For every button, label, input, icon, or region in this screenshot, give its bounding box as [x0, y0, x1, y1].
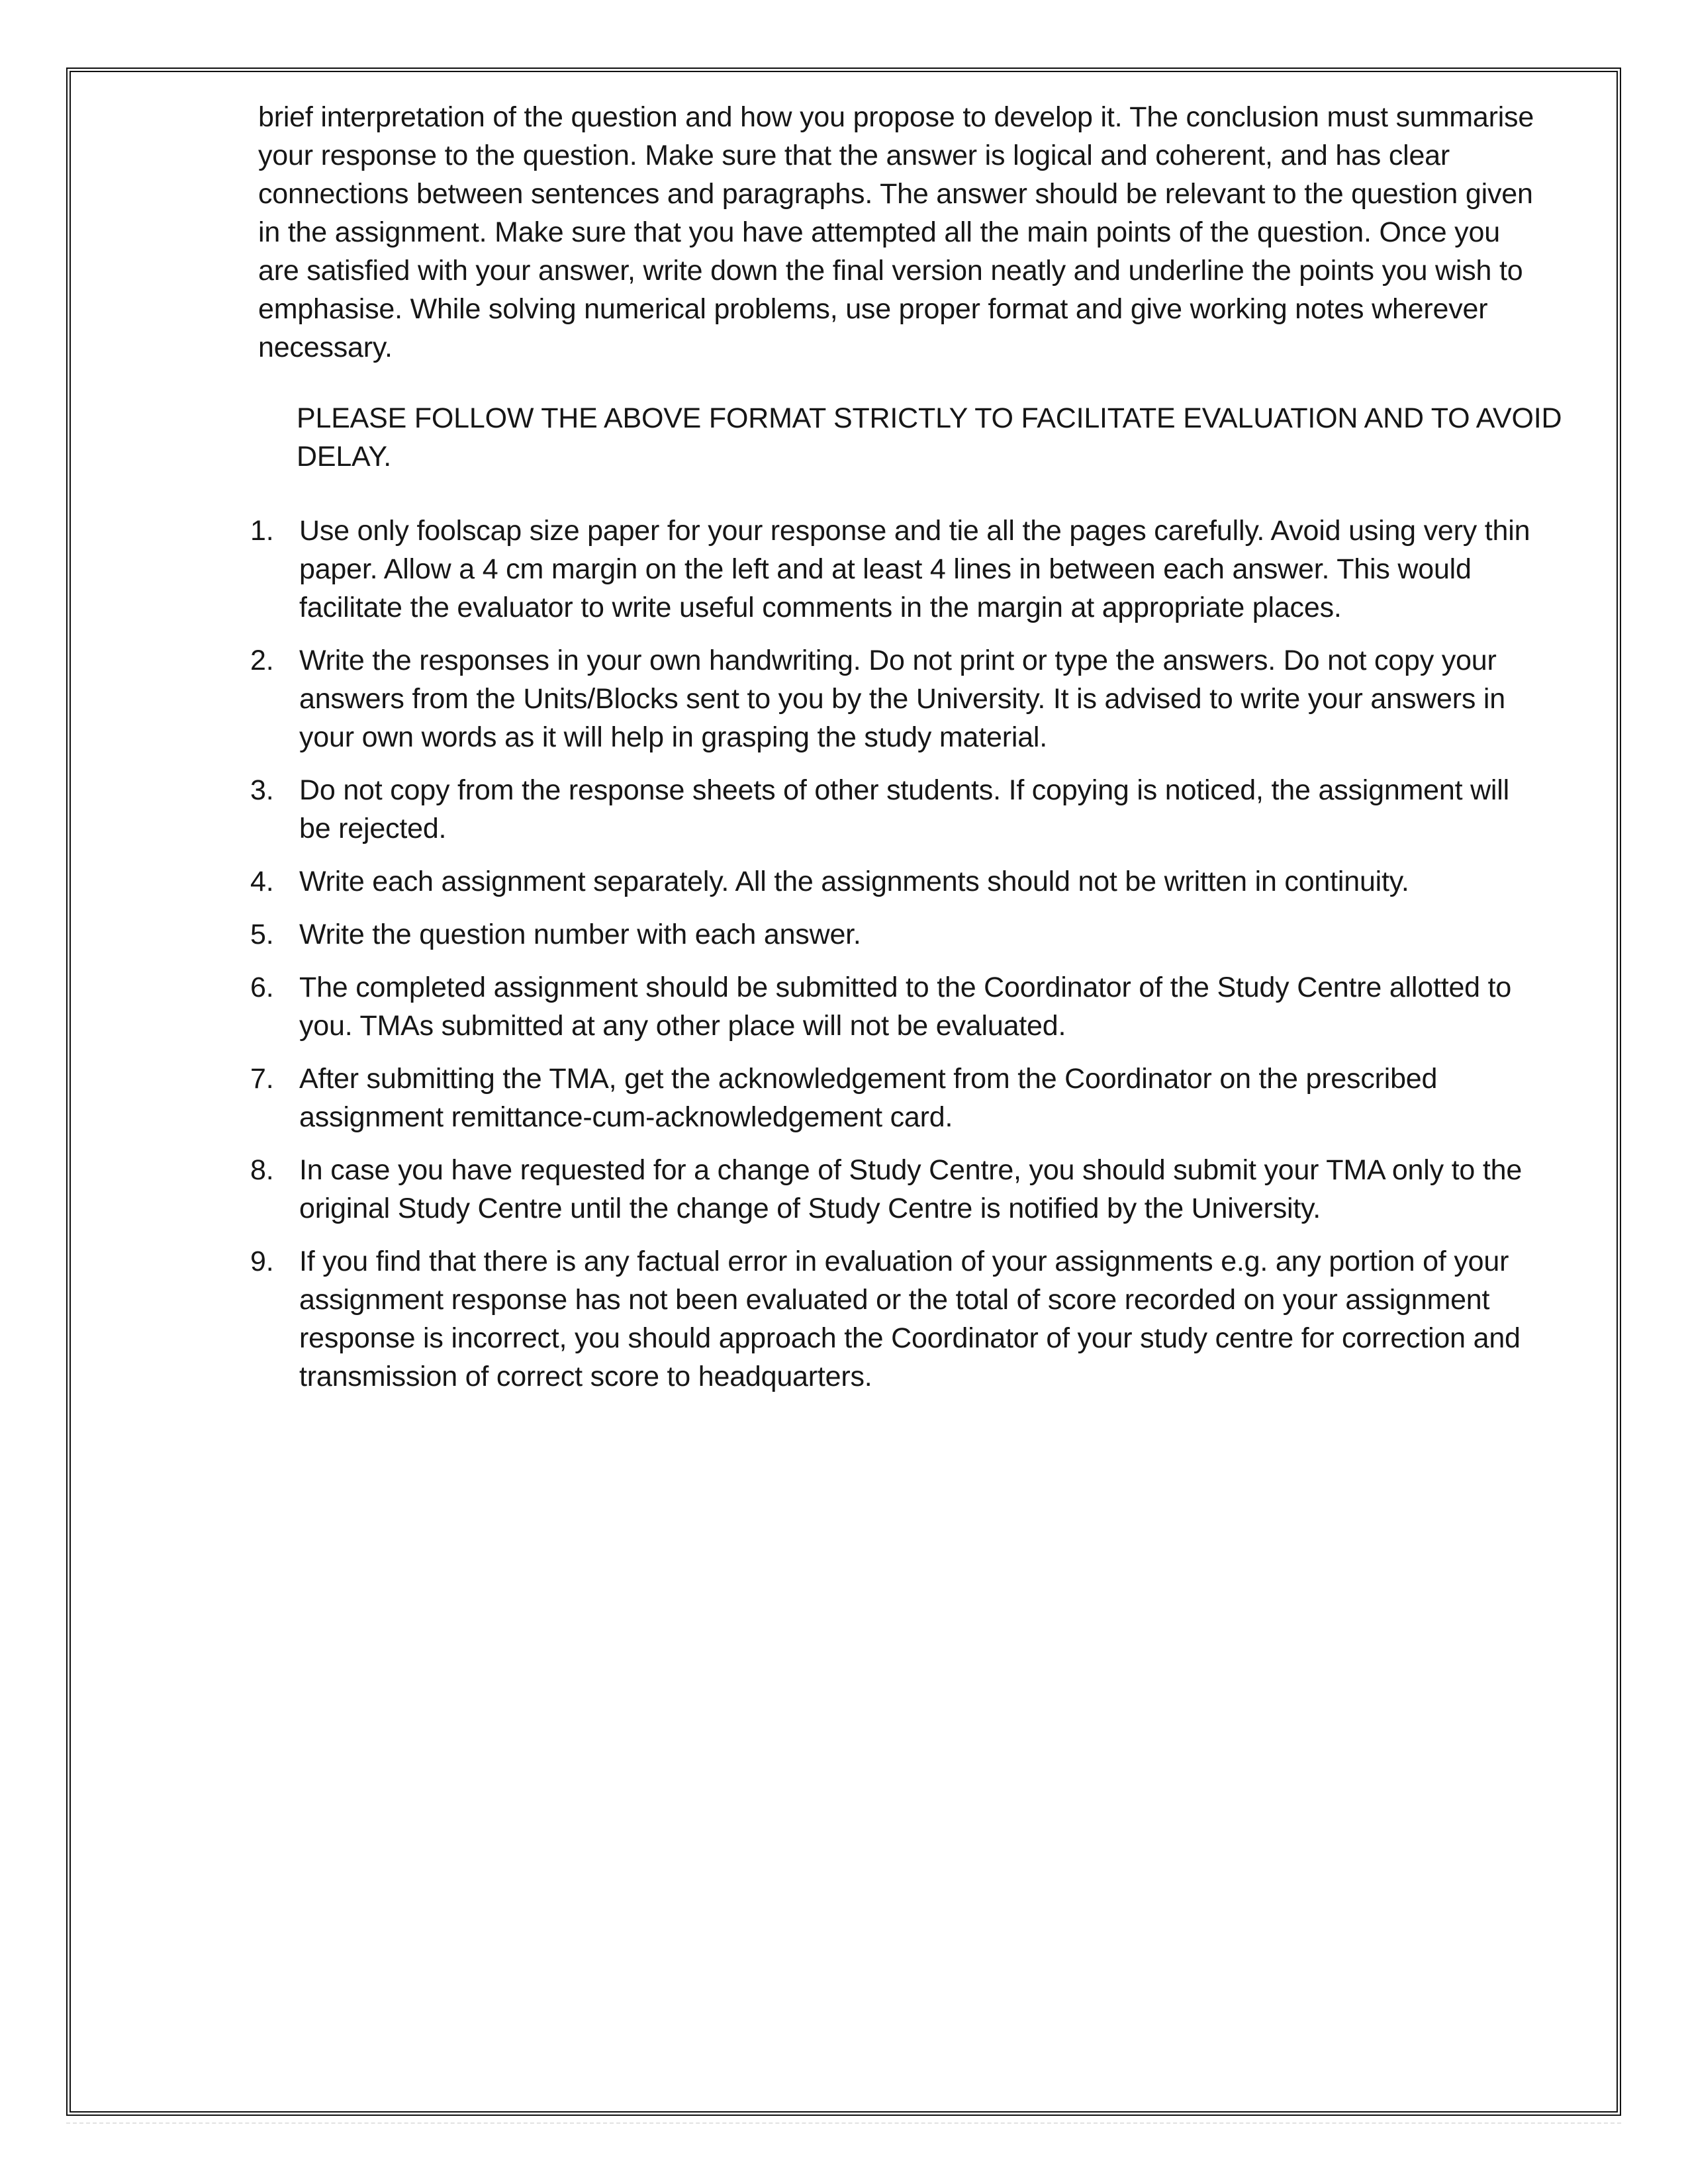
instruction-number: 4. [250, 866, 274, 897]
instruction-item-4 [250, 862, 1559, 901]
text-boundary-line [66, 2122, 1621, 2124]
instruction-number: 5. [250, 919, 274, 950]
instruction-text: Write the responses in your own handwriting. Do not print or type the answers. Do not copy your answers from the Units/Blocks sent to you by the University. It is advised to write your answers in your own words as it will help in grasping the study material. [299, 645, 1505, 753]
instruction-number: 9. [250, 1246, 274, 1277]
instruction-item-2 [250, 641, 1559, 756]
instruction-item-3 [250, 771, 1559, 848]
instruction-text: Do not copy from the response sheets of other students. If copying is noticed, the assignment will be rejected. [299, 774, 1509, 844]
instruction-item-1 [250, 512, 1559, 627]
instruction-item-5 [250, 915, 1559, 954]
instruction-text: Write the question number with each answer. [299, 919, 861, 950]
instruction-item-9 [250, 1242, 1559, 1396]
instruction-number: 1. [250, 515, 274, 547]
instruction-number: 2. [250, 645, 274, 676]
instruction-text: The completed assignment should be submitted to the Coordinator of the Study Centre allotted to you. TMAs submitted at any other place will not be evaluated. [299, 972, 1512, 1042]
instruction-text: Use only foolscap size paper for your response and tie all the pages carefully. Avoid using very thin paper. Allow a 4 cm margin on the left and at least 4 lines in between each answer. This would facilitate the evaluator to write useful comments in the margin at appropriate places. [299, 515, 1530, 623]
instruction-item-8 [250, 1151, 1559, 1228]
instruction-text: If you find that there is any factual error in evaluation of your assignments e.g. any portion of your assignment response has not been evaluated or the total of score recorded on your assignment response is incorrect, you should approach the Coordinator of your study centre for correction and transmission of correct score to headquarters. [299, 1246, 1521, 1392]
instruction-number: 6. [250, 972, 274, 1003]
instruction-number: 7. [250, 1063, 274, 1095]
instructions-list [250, 512, 1559, 1396]
intro-paragraph: brief interpretation of the question and how you propose to develop it. The conclusion must summarise your response to the question. Make sure that the answer is logical and coherent, and has clear connections between sentences and paragraphs. The answer should be relevant to the question given in the assignment. Make sure that you have attempted all the main points of the question. Once you are satisfied with your answer, write down the final version neatly and underline the points you wish to emphasise. While solving numerical problems, use proper format and give working notes wherever necessary. [258, 101, 1534, 363]
format-notice-paragraph: PLEASE FOLLOW THE ABOVE FORMAT STRICTLY TO FACILITATE EVALUATION AND TO AVOID DELAY. [297, 402, 1562, 473]
instruction-text: Write each assignment separately. All the assignments should not be written in continuity. [299, 866, 1409, 897]
instruction-item-6 [250, 968, 1559, 1045]
instruction-text: After submitting the TMA, get the acknowledgement from the Coordinator on the prescribed assignment remittance-cum-acknowledgement card. [299, 1063, 1438, 1133]
document-content [250, 98, 1562, 1410]
instruction-number: 3. [250, 774, 274, 806]
instruction-number: 8. [250, 1154, 274, 1186]
instruction-item-7 [250, 1060, 1559, 1136]
instruction-text: In case you have requested for a change of Study Centre, you should submit your TMA only to the original Study Centre until the change of Study Centre is notified by the University. [299, 1154, 1523, 1224]
